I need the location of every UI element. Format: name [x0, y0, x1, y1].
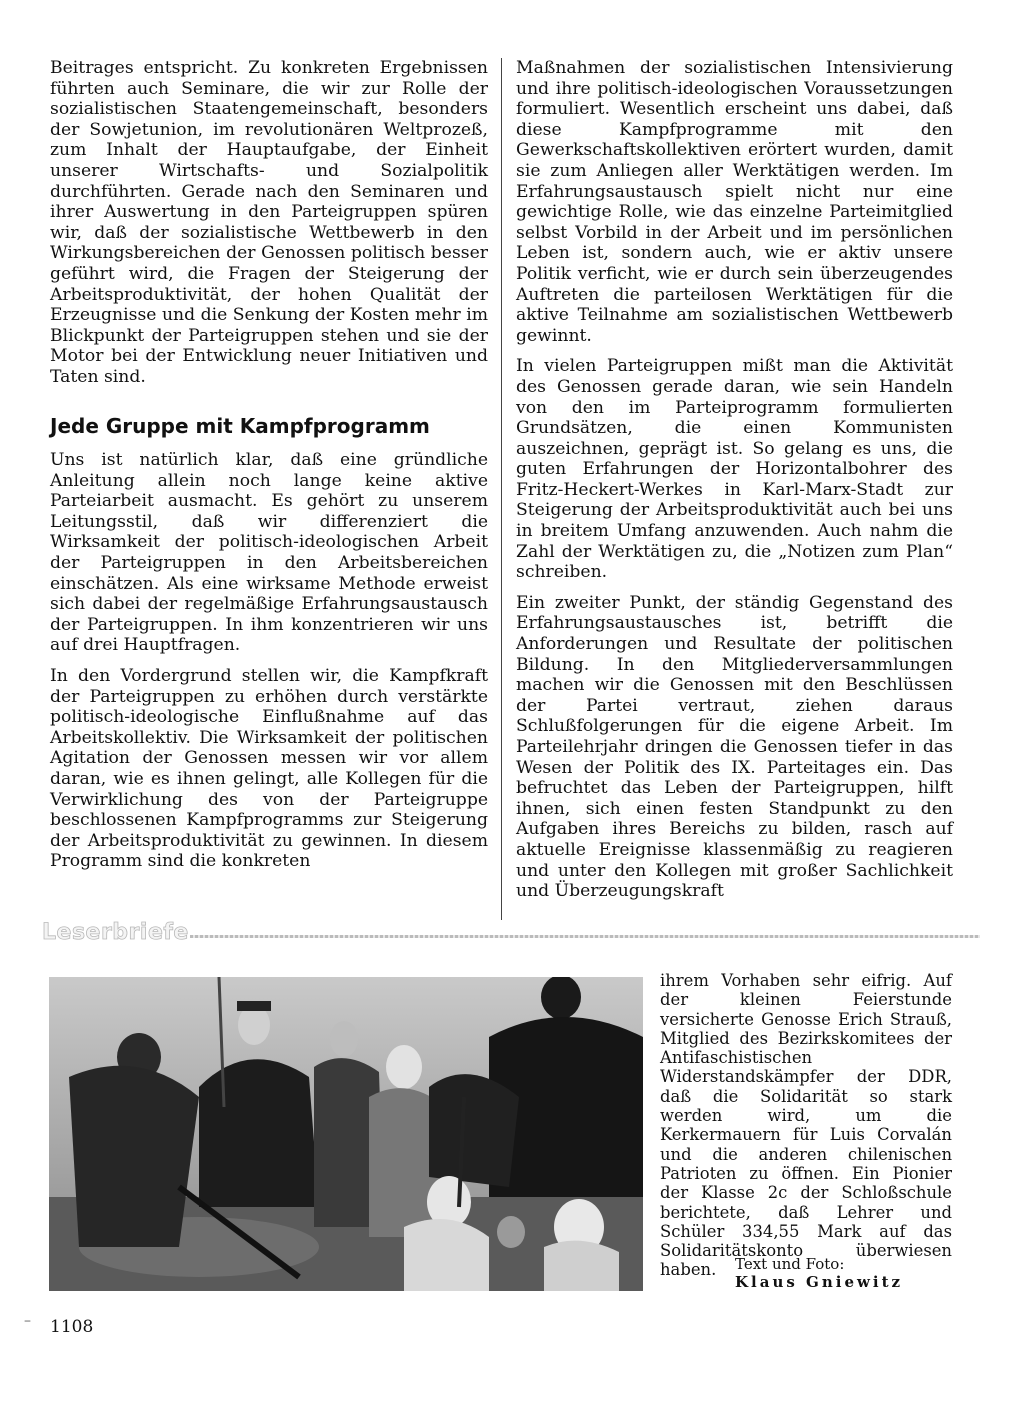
article-paragraph: In den Vordergrund stellen wir, die Kampfkraft der Parteigruppen zu erhöhen durch verstärkte politisch-ideologische Einflußnahme auf das Arbeitskollektiv. Die Wirksamkeit der politischen Agitation der Genossen messen wir vor allem daran, wie es ihnen gelingt, alle Kollegen für die Verwirklichung des von der Parteigruppe beschlossenen Kampfprogramms zur Steigerung der Arbeitsproduktivität zu gewinnen. In diesem Programm sind die konkreten [50, 666, 488, 872]
section-banner [42, 920, 982, 950]
article-subheading: Jede Gruppe mit Kampfprogramm [50, 413, 430, 438]
news-photo [49, 977, 643, 1291]
article-paragraph: Uns ist natürlich klar, daß eine gründliche Anleitung allein noch lange keine aktive Parteiarbeit ausmacht. Es gehört zu unserem Leitungsstil, daß wir differenziert die Wirksamkeit der politisch-ideologischen Arbeit der Parteigruppen in den Arbeitsbereichen einschätzen. Als eine wirksame Methode erweist sich dabei der regelmäßige Erfahrungsaustausch der Parteigruppen. In ihm konzentrieren wir uns auf drei Hauptfragen. [50, 450, 488, 656]
article-paragraph: In vielen Parteigruppen mißt man die Aktivität des Genossen gerade daran, wie sein Handeln von den im Parteiprogramm formulierten Grundsätzen, die einen Kommunisten auszeichnen, geprägt ist. So gelang es uns, die guten Erfahrungen der Horizontalbohrer des Fritz-Heckert-Werkes in Karl-Marx-Stadt zur Steigerung der Arbeitsproduktivität auch bei uns in breitem Umfang anzuwenden. Auch nahm die Zahl der Werktätigen zu, die „Notizen zum Plan“ schreiben. [516, 356, 953, 583]
page-number: 1108 [50, 1317, 94, 1337]
credit-author: Klaus Gniewitz [735, 1272, 904, 1291]
letter-caption [660, 971, 952, 1280]
section-label: Leserbriefe [42, 920, 189, 945]
article-paragraph: Ein zweiter Punkt, der ständig Gegenstand des Erfahrungsaustausches ist, betrifft die Anforderungen und Resultate der politischen Bildung. In den Mitgliederversammlungen machen wir die Genossen mit den Beschlüssen der Partei vertraut, ziehen daraus Schlußfolgerungen für die eigene Arbeit. Im Parteilehrjahr dringen die Genossen tiefer in das Wesen der Politik des IX. Parteitages ein. Das befruchtet das Leben der Parteigruppen, hilft ihnen, sich einen festen Standpunkt zu den Aufgaben ihres Bereichs zu bilden, rasch auf aktuelle Ereignisse klassenmäßig zu reagieren und unter den Kollegen mit großer Sachlichkeit und Überzeugungskraft [516, 592, 953, 902]
margin-mark: – [24, 1313, 31, 1329]
banner-rule [190, 935, 980, 938]
column-divider [501, 58, 502, 920]
article-right-column [516, 58, 953, 912]
article-left-column [50, 58, 488, 882]
photo-illustration [49, 977, 643, 1291]
article-paragraph: Beitrages entspricht. Zu konkreten Ergebnissen führten auch Seminare, die wir zur Rolle der sozialistischen Staatengemeinschaft, besonders der Sowjetunion, im revolutionären Weltprozeß, zum Inhalt der Hauptaufgabe, der Einheit unserer Wirtschafts- und Sozialpolitik durchführten. Gerade nach den Seminaren und ihrer Auswertung in den Parteigruppen spüren wir, daß der sozialistische Wettbewerb in den Wirkungsbereichen der Genossen politisch besser geführt wird, die Fragen der Steigerung der Arbeitsproduktivität, der hohen Qualität der Erzeugnisse und die Senkung der Kosten mehr im Blickpunkt der Parteigruppen stehen und sie der Motor bei der Entwicklung neuer Initiativen und Taten sind. [50, 58, 488, 387]
credit-label: Text und Foto: [735, 1255, 845, 1273]
article-paragraph: Maßnahmen der sozialistischen Intensivierung und ihre politisch-ideologischen Voraussetzungen formuliert. Wesentlich erscheint uns dabei, daß diese Kampfprogramme mit den Gewerkschaftskollektiven erörtert wurden, damit sie zum Anliegen aller Werktätigen werden. Im Erfahrungsaustausch spielt nicht nur eine gewichtige Rolle, wie das einzelne Parteimitglied selbst Vorbild in der Arbeit und im persönlichen Leben ist, sondern auch, wie er aktiv unsere Politik verficht, wie er durch sein überzeugendes Auftreten die parteilosen Werktätigen für die aktive Teilnahme am sozialistischen Wettbewerb gewinnt. [516, 58, 953, 346]
photo-credit [735, 1256, 903, 1291]
caption-text: ihrem Vorhaben sehr eifrig. Auf der kleinen Feierstunde versicherte Genosse Erich Strauß, Mitglied des Bezirkskomitees der Antifaschistischen Widerstandskämpfer der DDR, daß die Solidarität so stark werden wird, um die Kerkermauern für Luis Corvalán und die anderen chilenischen Patrioten zu öffnen. Ein Pionier der Klasse 2c der Schloßschule berichtete, daß Lehrer und Schüler 334,55 Mark auf das Solidaritätskonto überwiesen haben. [660, 971, 952, 1280]
